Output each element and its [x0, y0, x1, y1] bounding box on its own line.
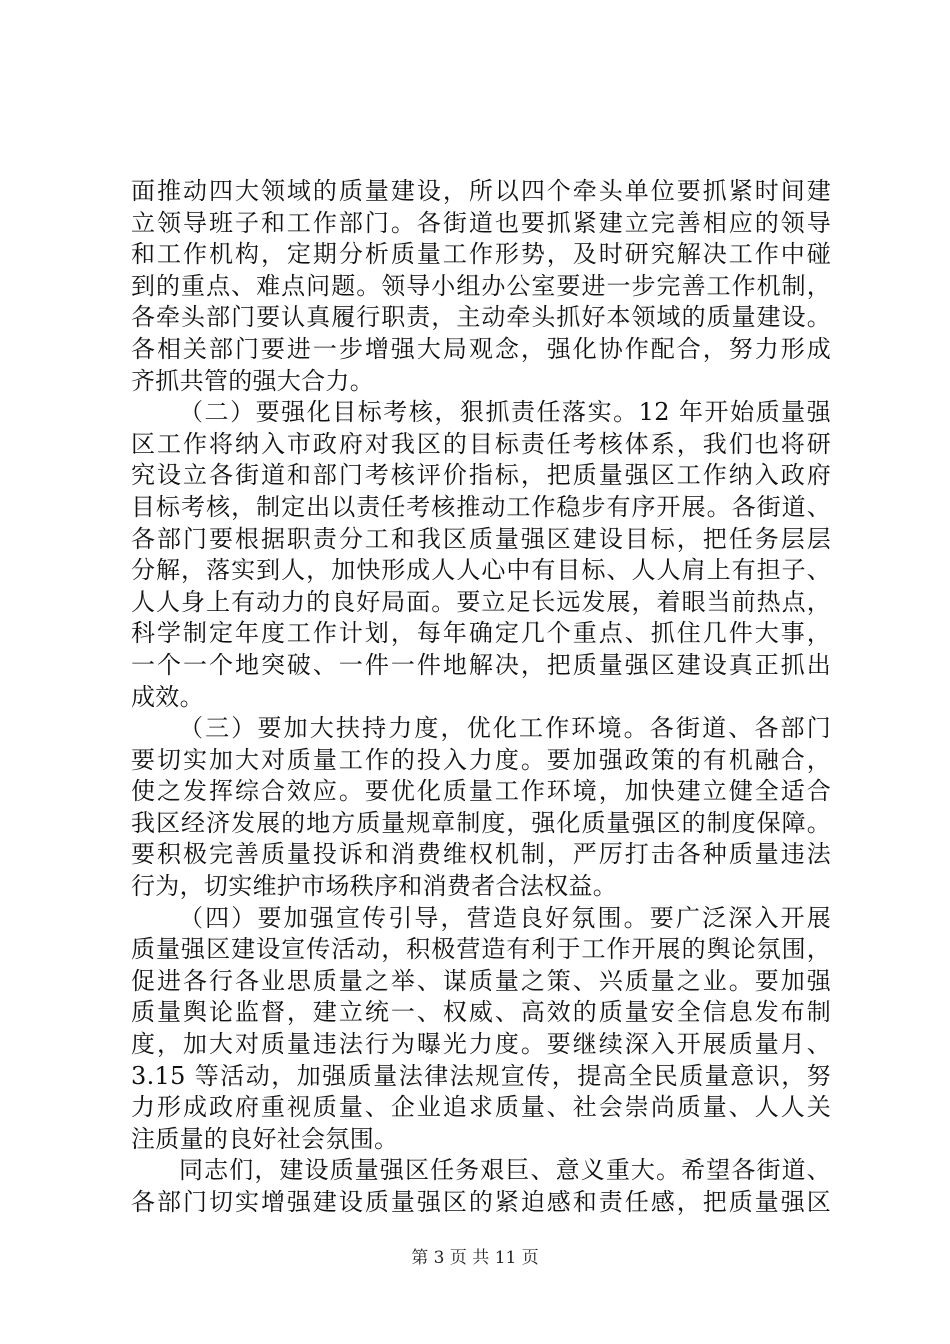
paragraph-first-line: （二）要强化目标考核，狠抓责任落实。12 年开始质量强 [179, 398, 831, 427]
text-line: 要积极完善质量投诉和消费维权机制，严厉打击各种质量违法 [131, 840, 831, 869]
text-line: 区工作将纳入市政府对我区的目标责任考核体系，我们也将研 [131, 429, 831, 458]
text-line: 立领导班子和工作部门。各街道也要抓紧建立完善相应的领导 [131, 208, 831, 237]
page-number: 第 3 页 共 11 页 [411, 1248, 539, 1268]
text-line: 究设立各街道和部门考核评价指标，把质量强区工作纳入政府 [131, 461, 831, 490]
text-line: 各相关部门要进一步增强大局观念，强化协作配合，努力形成 [131, 334, 831, 363]
text-line: 人人身上有动力的良好局面。要立足长远发展，着眼当前热点， [131, 587, 831, 616]
text-line: 注质量的良好社会氛围。 [131, 1124, 399, 1153]
text-line: 分解，落实到人，加快形成人人心中有目标、人人肩上有担子、 [131, 556, 831, 585]
text-line: 我区经济发展的地方质量规章制度，强化质量强区的制度保障。 [131, 808, 831, 837]
text-line: 促进各行各业思质量之举、谋质量之策、兴质量之业。要加强 [131, 966, 831, 995]
text-line: 面推动四大领域的质量建设，所以四个牵头单位要抓紧时间建 [131, 177, 831, 205]
text-line: 度，加大对质量违法行为曝光力度。要继续深入开展质量月、 [131, 1030, 831, 1059]
text-line: 3.15 等活动，加强质量法律法规宣传，提高全民质量意识，努 [131, 1061, 831, 1090]
text-line: 质量舆论监督，建立统一、权威、高效的质量安全信息发布制 [131, 998, 831, 1027]
text-line: 到的重点、难点问题。领导小组办公室要进一步完善工作机制， [131, 271, 831, 300]
text-line: 使之发挥综合效应。要优化质量工作环境，加快建立健全适合 [131, 777, 831, 806]
text-line: 成效。 [131, 682, 204, 711]
text-line: 各部门切实增强建设质量强区的紧迫感和责任感，把质量强区 [131, 1188, 831, 1216]
body-text [131, 176, 831, 1219]
paragraph-first-line: （四）要加强宣传引导，营造良好氛围。要广泛深入开展 [179, 903, 831, 932]
text-line: 一个一个地突破、一件一件地解决，把质量强区建设真正抓出 [131, 650, 831, 679]
page-footer [0, 1247, 950, 1269]
text-line: 科学制定年度工作计划，每年确定几个重点、抓住几件大事， [131, 619, 831, 648]
text-line: 目标考核，制定出以责任考核推动工作稳步有序开展。各街道、 [131, 492, 831, 521]
text-line: 要切实加大对质量工作的投入力度。要加强政策的有机融合， [131, 745, 831, 774]
text-line: 行为，切实维护市场秩序和消费者合法权益。 [131, 872, 617, 901]
text-line: 各部门要根据职责分工和我区质量强区建设目标，把任务层层 [131, 524, 831, 553]
text-line: 质量强区建设宣传活动，积极营造有利于工作开展的舆论氛围， [131, 935, 831, 964]
paragraph-first-line: （三）要加大扶持力度，优化工作环境。各街道、各部门 [179, 714, 831, 743]
text-line: 各牵头部门要认真履行职责，主动牵头抓好本领域的质量建设。 [131, 303, 831, 332]
text-line: 和工作机构，定期分析质量工作形势，及时研究解决工作中碰 [131, 240, 831, 269]
text-line: 齐抓共管的强大合力。 [131, 366, 374, 395]
text-line: 力形成政府重视质量、企业追求质量、社会崇尚质量、人人关 [131, 1093, 831, 1122]
paragraph-first-line: 同志们，建设质量强区任务艰巨、意义重大。希望各街道、 [179, 1156, 831, 1185]
